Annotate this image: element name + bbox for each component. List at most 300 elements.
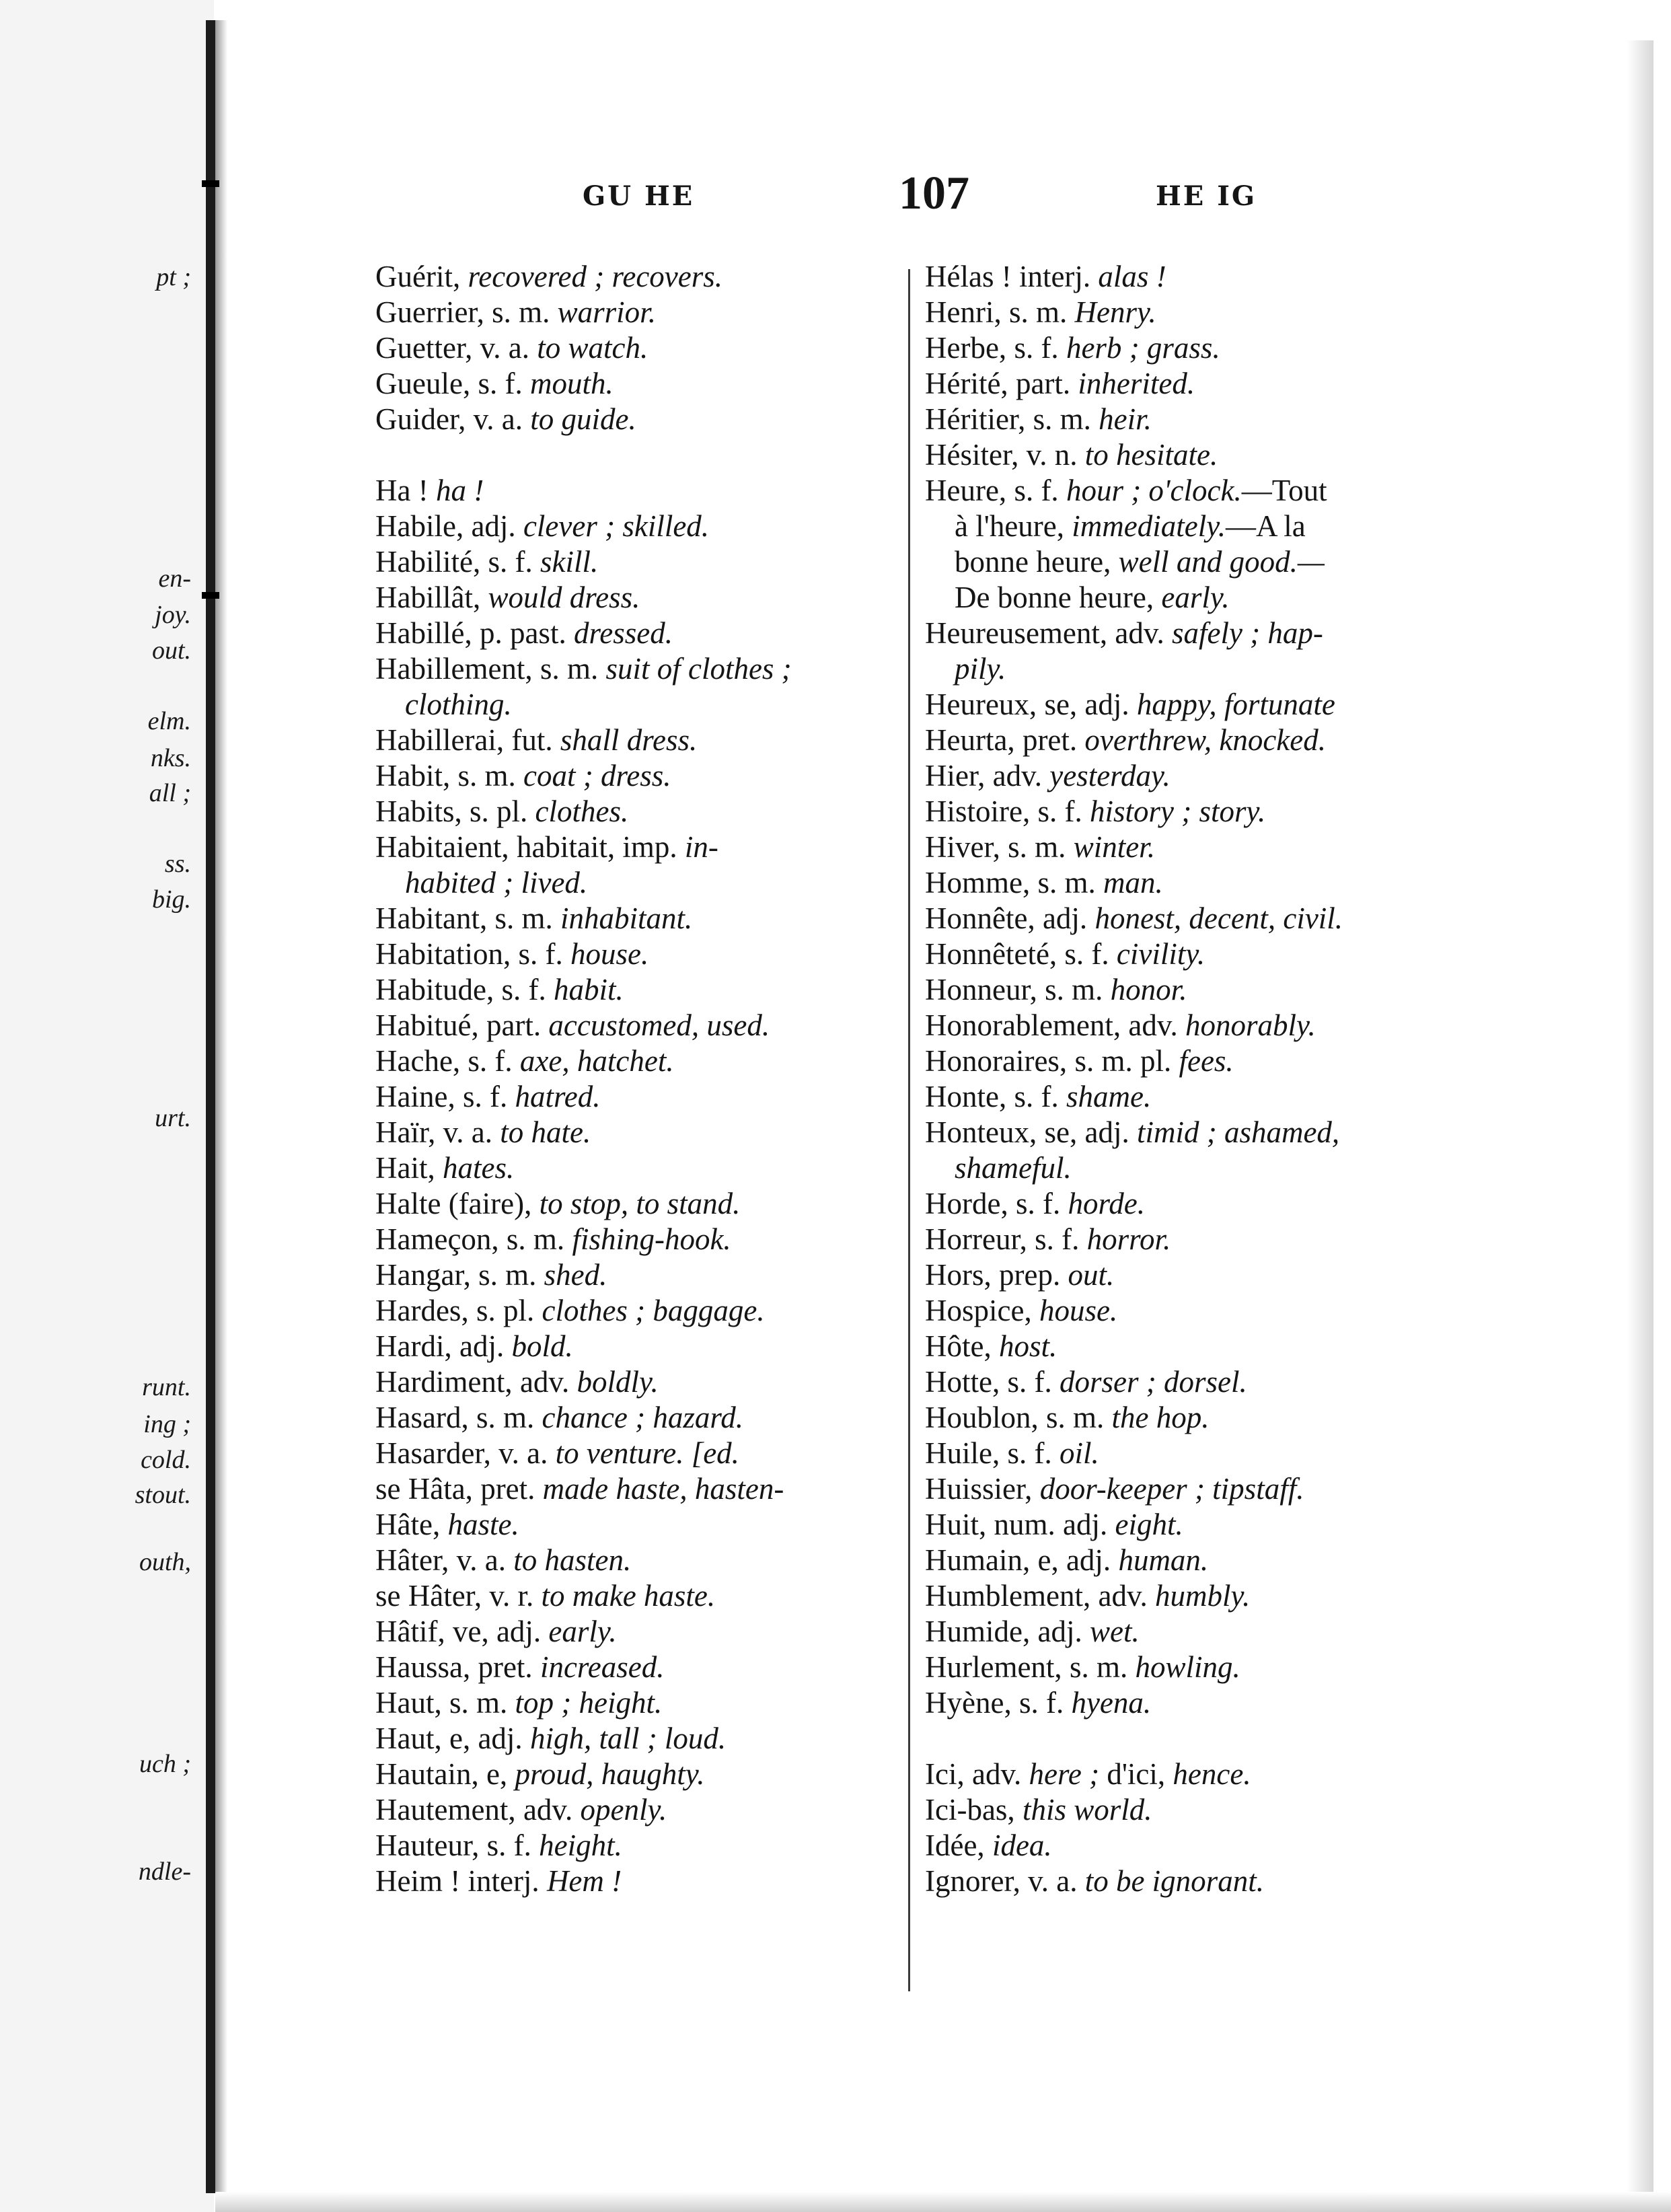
grammar-note: pret.	[478, 1650, 540, 1684]
definition: warrior.	[557, 295, 656, 329]
definition: out.	[1068, 1258, 1115, 1292]
definition: host.	[998, 1329, 1057, 1363]
dictionary-entry	[925, 972, 1463, 1008]
definition: habit.	[553, 973, 624, 1006]
headword: Huit,	[925, 1508, 994, 1541]
definition: early.	[548, 1615, 617, 1648]
definition: man.	[1103, 866, 1163, 899]
dictionary-entry	[375, 1757, 907, 1792]
dictionary-entry	[375, 616, 907, 651]
definition: Henry.	[1074, 295, 1156, 329]
grammar-note: s. f.	[1014, 331, 1066, 365]
grammar-note: s. m.	[1069, 1650, 1136, 1684]
dictionary-entry	[375, 1043, 907, 1079]
dictionary-entry	[375, 1614, 907, 1650]
grammar-note: s. m.	[1037, 866, 1103, 899]
headword: Haïr,	[375, 1115, 443, 1149]
grammar-note: De bonne heure,	[955, 581, 1162, 614]
definition: to venture. [ed.	[555, 1436, 739, 1470]
grammar-note: v. a.	[1028, 1864, 1085, 1898]
grammar-note: ve, adj.	[452, 1615, 549, 1648]
grammar-note: e,	[486, 1757, 515, 1791]
book-gutter	[206, 20, 215, 2193]
definition: clothes ; baggage.	[542, 1294, 765, 1327]
definition: pily.	[955, 652, 1006, 686]
dictionary-entry	[375, 295, 907, 330]
dictionary-entry	[925, 1008, 1463, 1043]
dictionary-entry	[925, 1864, 1463, 1899]
headword: Henri,	[925, 295, 1009, 329]
dictionary-entry	[925, 1043, 1463, 1079]
headword: Huile,	[925, 1436, 1008, 1470]
page-number: 107	[899, 168, 969, 219]
grammar-note: s. f.	[468, 1044, 520, 1078]
grammar-note: v. n.	[1026, 438, 1085, 472]
definition: door-keeper ; tipstaff.	[1039, 1472, 1304, 1506]
facing-page-text: ss.	[164, 850, 191, 878]
definition: alas !	[1098, 260, 1166, 293]
grammar-note: s. f.	[518, 937, 570, 971]
running-head-right: HE IG	[1156, 180, 1257, 212]
headword: Habile,	[375, 509, 472, 543]
dictionary-entry	[375, 1864, 907, 1899]
entry-continuation	[925, 544, 1463, 580]
facing-page-text: uch ;	[139, 1750, 191, 1778]
dictionary-entry	[375, 1507, 907, 1543]
dictionary-entry	[925, 1222, 1463, 1257]
headword: Hauteur,	[375, 1829, 487, 1862]
headword: Humide,	[925, 1615, 1038, 1648]
definition: hyena.	[1071, 1686, 1152, 1720]
definition: proud, haughty.	[515, 1757, 705, 1791]
dictionary-entry	[375, 1364, 907, 1400]
grammar-note: s. m.	[478, 1258, 544, 1292]
definition: yesterday.	[1049, 759, 1171, 792]
binding-stitch	[202, 592, 219, 599]
grammar-note: s. f.	[1007, 1365, 1060, 1399]
definition: coat ; dress.	[523, 759, 671, 792]
definition: made haste, hasten-	[542, 1472, 784, 1506]
grammar-note: v. r.	[489, 1579, 542, 1613]
dictionary-entry	[925, 1079, 1463, 1115]
dictionary-entry	[375, 1400, 907, 1436]
headword: Hotte,	[925, 1365, 1008, 1399]
definition: openly.	[580, 1793, 667, 1827]
headword: Héritier,	[925, 402, 1033, 436]
grammar-note: s. f.	[478, 367, 530, 400]
grammar-note: p. past.	[479, 616, 574, 650]
grammar-note: adv.	[992, 759, 1050, 792]
definition: house.	[1039, 1294, 1118, 1327]
grammar-note: adv.	[1115, 616, 1172, 650]
headword: Hâtif,	[375, 1615, 453, 1648]
definition: to be ignorant.	[1084, 1864, 1264, 1898]
grammar-note: part.	[1015, 367, 1078, 400]
headword: Ici-bas,	[925, 1793, 1023, 1827]
dictionary-entry	[375, 1543, 907, 1578]
grammar-note: num. adj.	[994, 1508, 1115, 1541]
definition: early.	[1161, 581, 1230, 614]
definition: this world.	[1022, 1793, 1152, 1827]
dictionary-entry	[925, 687, 1463, 723]
definition: howling.	[1135, 1650, 1240, 1684]
dictionary-entry	[925, 936, 1463, 972]
definition: civility.	[1116, 937, 1205, 971]
grammar-note: part.	[486, 1008, 549, 1042]
dictionary-entry	[375, 402, 907, 437]
dictionary-entry	[375, 1329, 907, 1364]
facing-page-text: ndle-	[138, 1857, 191, 1886]
dictionary-entry	[925, 758, 1463, 794]
headword: Haine,	[375, 1080, 463, 1113]
grammar-note: pret.	[480, 1472, 543, 1506]
headword: Houblon,	[925, 1401, 1046, 1434]
headword: Haut,	[375, 1686, 449, 1720]
grammar-note: s. f.	[1007, 1436, 1060, 1470]
definition: to stop, to stand.	[539, 1187, 741, 1220]
definition: safely ; hap-	[1171, 616, 1323, 650]
definition: inherited.	[1078, 367, 1195, 400]
headword: Ha !	[375, 474, 436, 507]
phrase: d'ici,	[1107, 1757, 1173, 1791]
headword: Honoraires,	[925, 1044, 1075, 1078]
dictionary-entry	[925, 1364, 1463, 1400]
dictionary-entry	[375, 1828, 907, 1864]
grammar-note: v. a.	[456, 1543, 514, 1577]
grammar-note: interj.	[1018, 260, 1099, 293]
dictionary-entry	[375, 1650, 907, 1685]
dictionary-entry	[375, 1079, 907, 1115]
dictionary-entry	[375, 972, 907, 1008]
grammar-note: s. m.	[1008, 830, 1074, 864]
headword: Guérit,	[375, 260, 468, 293]
grammar-note: s. m.	[492, 295, 558, 329]
headword: Hardi,	[375, 1329, 459, 1363]
definition: mouth.	[529, 367, 614, 400]
definition: clothes.	[535, 795, 629, 828]
grammar-note: s. f.	[1064, 937, 1117, 971]
headword: Hospice,	[925, 1294, 1039, 1327]
grammar-note: habitait, imp.	[516, 830, 685, 864]
grammar-note: adj.	[459, 1329, 512, 1363]
grammar-note: adv.	[971, 1757, 1029, 1791]
headword: Hors,	[925, 1258, 999, 1292]
section-break	[925, 1721, 1463, 1757]
headword: Hôte,	[925, 1329, 999, 1363]
grammar-note: s. m.	[449, 1686, 515, 1720]
grammar-note: e, adj.	[1037, 1543, 1119, 1577]
grammar-note: pret.	[1022, 723, 1085, 757]
headword: Hautain,	[375, 1757, 486, 1791]
definition: shall dress.	[560, 723, 698, 757]
grammar-note: fut.	[511, 723, 560, 757]
definition: fees.	[1179, 1044, 1234, 1078]
dictionary-entry	[375, 1008, 907, 1043]
entry-continuation	[925, 509, 1463, 544]
definition: herb ; grass.	[1066, 331, 1220, 365]
facing-page-text: en-	[158, 564, 191, 593]
definition: high, tall ; loud.	[529, 1722, 727, 1755]
dictionary-entry	[925, 830, 1463, 865]
dictionary-entry	[925, 295, 1463, 330]
dictionary-entry	[925, 473, 1463, 509]
grammar-note: adj.	[1042, 901, 1095, 935]
dictionary-entry	[925, 259, 1463, 295]
definition: haste.	[447, 1508, 519, 1541]
definition: ha !	[435, 474, 484, 507]
grammar-note: v. a.	[473, 402, 531, 436]
dictionary-entry	[375, 1578, 907, 1614]
definition: humbly.	[1155, 1579, 1251, 1613]
definition: overthrew, knocked.	[1084, 723, 1326, 757]
definition: chance ; hazard.	[542, 1401, 743, 1434]
grammar-note: v. a.	[498, 1436, 556, 1470]
definition: shameful.	[955, 1151, 1072, 1185]
dictionary-entry	[925, 1293, 1463, 1329]
dictionary-entry	[925, 1115, 1463, 1150]
facing-page-text: pt ;	[156, 263, 191, 291]
definition: boldly.	[577, 1365, 659, 1399]
column-rule	[908, 269, 910, 1991]
headword: Heurta,	[925, 723, 1023, 757]
headword: Heure,	[925, 474, 1014, 507]
headword: Horde,	[925, 1187, 1016, 1220]
dictionary-entry	[925, 1400, 1463, 1436]
dictionary-entry	[375, 1685, 907, 1721]
headword: Habits,	[375, 795, 470, 828]
headword: Honnête,	[925, 901, 1043, 935]
facing-page-text: big.	[151, 885, 191, 914]
headword: Hardes,	[375, 1294, 476, 1327]
dictionary-entry	[925, 1685, 1463, 1721]
headword: Ignorer,	[925, 1864, 1029, 1898]
headword: Hâter,	[375, 1543, 457, 1577]
headword: Habilité,	[375, 545, 488, 579]
definition: to hate.	[500, 1115, 591, 1149]
facing-page-text: outh,	[139, 1548, 191, 1576]
definition: here ;	[1029, 1757, 1107, 1791]
dictionary-entry	[375, 544, 907, 580]
grammar-note: s. m.	[540, 652, 606, 686]
definition: dorser ; dorsel.	[1059, 1365, 1247, 1399]
dictionary-entry	[925, 794, 1463, 830]
binding-stitch	[202, 180, 219, 187]
headword: Habillât,	[375, 581, 488, 614]
headword: Halte	[375, 1187, 449, 1220]
dictionary-entry	[375, 936, 907, 972]
grammar-note: adv.	[523, 1793, 581, 1827]
headword: Hasarder,	[375, 1436, 499, 1470]
headword: Habitation,	[375, 937, 519, 971]
grammar-note: (faire),	[448, 1187, 540, 1220]
definition: height.	[539, 1829, 622, 1862]
grammar-note: à l'heure,	[955, 509, 1072, 543]
dictionary-entry	[375, 651, 907, 687]
dictionary-entry	[925, 1471, 1463, 1507]
dictionary-entry	[375, 580, 907, 616]
headword: Gueule,	[375, 367, 478, 400]
definition: well and good.—	[1118, 545, 1325, 579]
headword: Ici,	[925, 1757, 972, 1791]
grammar-note: e, adj.	[449, 1722, 530, 1755]
definition: to hesitate.	[1084, 438, 1218, 472]
dictionary-entry	[925, 1543, 1463, 1578]
definition: history ; story.	[1089, 795, 1266, 828]
definition: shed.	[544, 1258, 607, 1292]
headword: Hésiter,	[925, 438, 1027, 472]
grammar-note: s. f.	[1014, 474, 1066, 507]
headword: Hameçon,	[375, 1222, 507, 1256]
definition: skill.	[540, 545, 599, 579]
headword: Guetter,	[375, 331, 480, 365]
definition: horde.	[1068, 1187, 1146, 1220]
headword: Habitant,	[375, 901, 495, 935]
grammar-note: prep.	[999, 1258, 1068, 1292]
facing-page-text: joy.	[155, 601, 191, 629]
grammar-note: s. m.	[1033, 402, 1099, 436]
headword: Hautement,	[375, 1793, 523, 1827]
grammar-note: se, adj.	[1044, 688, 1137, 721]
dictionary-entry	[375, 1186, 907, 1222]
dictionary-entry	[375, 1471, 907, 1507]
dictionary-entry	[375, 1115, 907, 1150]
dictionary-entry	[375, 330, 907, 366]
phrase: —Tout	[1241, 474, 1327, 507]
dictionary-entry	[925, 437, 1463, 473]
grammar-note: v. a.	[480, 331, 537, 365]
entry-continuation	[925, 1150, 1463, 1186]
grammar-note: s. f.	[1014, 1080, 1066, 1113]
dictionary-entry	[925, 1792, 1463, 1828]
headword: Heim !	[375, 1864, 468, 1898]
facing-page-text: out.	[151, 636, 191, 665]
headword: Hangar,	[375, 1258, 479, 1292]
headword: Honorablement,	[925, 1008, 1129, 1042]
facing-page-text: stout.	[135, 1481, 191, 1509]
entry-continuation	[375, 865, 907, 901]
dictionary-entry	[925, 1186, 1463, 1222]
dictionary-entry	[925, 1828, 1463, 1864]
dictionary-entry	[925, 1757, 1463, 1792]
definition: fishing-hook.	[572, 1222, 731, 1256]
headword: Homme,	[925, 866, 1038, 899]
grammar-note: adv.	[1128, 1008, 1185, 1042]
headword: Hasard,	[375, 1401, 476, 1434]
dictionary-entry	[375, 830, 907, 865]
definition: honorably.	[1185, 1008, 1316, 1042]
phrase-definition: hence.	[1173, 1757, 1251, 1791]
entry-continuation	[925, 580, 1463, 616]
page-bottom-shadow	[215, 2192, 1671, 2212]
dictionary-entry	[375, 1293, 907, 1329]
headword: Hait,	[375, 1151, 443, 1185]
dictionary-entry	[375, 901, 907, 936]
headword: Habit,	[375, 759, 458, 792]
entries-column-right	[925, 259, 1463, 1899]
phrase: —A la	[1225, 509, 1306, 543]
dictionary-entry	[925, 1578, 1463, 1614]
definition: happy, fortunate	[1136, 688, 1335, 721]
grammar-note: s. f.	[1018, 1686, 1072, 1720]
definition: axe, hatchet.	[519, 1044, 674, 1078]
definition: the hop.	[1111, 1401, 1210, 1434]
grammar-note: s. pl.	[470, 795, 535, 828]
definition: top ; height.	[515, 1686, 663, 1720]
definition: to hasten.	[513, 1543, 632, 1577]
grammar-note: s. m.	[1045, 973, 1111, 1006]
dictionary-entry	[925, 901, 1463, 936]
headword: Honneur,	[925, 973, 1045, 1006]
grammar-note: s. m.	[494, 901, 560, 935]
grammar-note: adv.	[1098, 1579, 1156, 1613]
headword: Hyène,	[925, 1686, 1019, 1720]
dictionary-entry	[375, 1436, 907, 1471]
grammar-note: s. f.	[1015, 1187, 1068, 1220]
headword: Humblement,	[925, 1579, 1099, 1613]
dictionary-entry	[925, 616, 1463, 651]
grammar-note: s. m.	[457, 759, 523, 792]
headword: se Hâta,	[375, 1472, 481, 1506]
grammar-note: s. f.	[501, 973, 554, 1006]
headword: Hiver,	[925, 830, 1008, 864]
headword: Hélas !	[925, 260, 1019, 293]
facing-page-text: urt.	[155, 1104, 191, 1132]
definition: heir.	[1099, 402, 1152, 436]
grammar-note: s. m.	[506, 1222, 572, 1256]
grammar-note: s. pl.	[476, 1294, 542, 1327]
headword: Herbe,	[925, 331, 1014, 365]
definition: hates.	[442, 1151, 515, 1185]
headword: Habitaient,	[375, 830, 517, 864]
dictionary-entry	[925, 723, 1463, 758]
dictionary-entry	[925, 1650, 1463, 1685]
definition: clever ; skilled.	[523, 509, 710, 543]
running-head-left: GU HE	[583, 180, 695, 212]
facing-page-text: runt.	[142, 1373, 191, 1401]
definition: Hem !	[546, 1864, 622, 1898]
dictionary-entry	[375, 1257, 907, 1293]
grammar-note: v. a.	[443, 1115, 500, 1149]
entry-continuation	[375, 687, 907, 723]
headword: Hâte,	[375, 1508, 448, 1541]
facing-page-text: cold.	[141, 1446, 191, 1474]
definition: hatred.	[515, 1080, 601, 1113]
definition: eight.	[1115, 1508, 1183, 1541]
headword: Habillé,	[375, 616, 480, 650]
definition: clothing.	[405, 688, 512, 721]
definition: increased.	[540, 1650, 665, 1684]
grammar-note: s. f.	[486, 1829, 540, 1862]
definition: hour ; o'clock.	[1066, 474, 1242, 507]
definition: to watch.	[537, 331, 648, 365]
gutter-shadow	[215, 20, 227, 2193]
headword: Heureusement,	[925, 616, 1115, 650]
dictionary-entry	[925, 366, 1463, 402]
facing-page-fragment	[0, 0, 214, 2212]
grammar-note: s. f.	[1035, 1222, 1087, 1256]
dictionary-entry	[375, 1792, 907, 1828]
definition: timid ; ashamed,	[1136, 1115, 1340, 1149]
definition: honor.	[1110, 973, 1187, 1006]
grammar-note: interj.	[468, 1864, 547, 1898]
section-break	[375, 437, 907, 473]
dictionary-entry	[925, 1257, 1463, 1293]
definition: accustomed, used.	[548, 1008, 770, 1042]
definition: habited ; lived.	[405, 866, 588, 899]
definition: in-	[684, 830, 718, 864]
headword: Histoire,	[925, 795, 1038, 828]
headword: Guider,	[375, 402, 474, 436]
